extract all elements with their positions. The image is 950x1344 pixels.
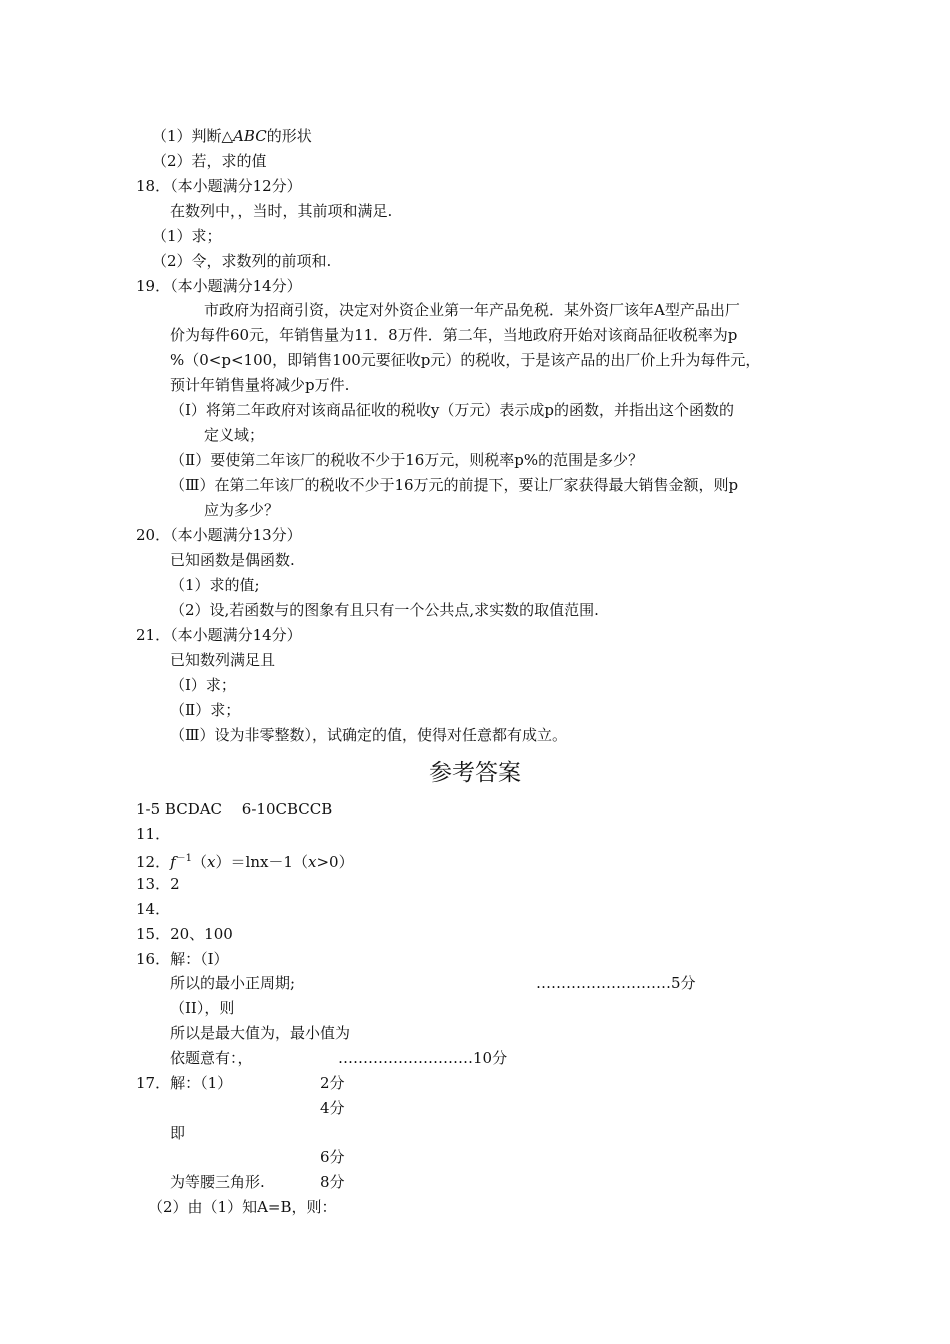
q21-line2: （Ⅰ）求； (170, 676, 236, 694)
q20-header: 20．（本小题满分13分） (136, 526, 302, 544)
q21-line1: 已知数列满足且 (170, 651, 276, 669)
answer-12: 12．$f^{-1}(x)=\ln x-1(x>0)$ (136, 853, 354, 871)
answer-17-score4: 8分 (320, 1173, 345, 1191)
q19-part3-cont: 应为多少？ (204, 501, 280, 519)
answer-16-line1: 所以的最小正周期; (170, 974, 296, 992)
q19-line2: 价为每件60元，年销售量为11．8万件．第二年，当地政府开始对该商品征收税率为p (170, 326, 738, 344)
answer-17-line6: （2）由（1）知A=B，则： (148, 1198, 337, 1216)
q18-line1: 在数列中，，当时，其前项和满足. (170, 202, 393, 220)
q21-line4: （Ⅲ）设为非零整数），试确定的值，使得对任意都有成立。 (170, 726, 567, 744)
answer-16-header: 16．解：（I） (136, 950, 229, 968)
answer-16-score2: ………………………10分 (338, 1049, 508, 1067)
q19-part3: （Ⅲ）在第二年该厂的税收不少于16万元的前提下，要让厂家获得最大销售金额，则p (170, 476, 739, 494)
q17-part2: （2）若，求的值 (152, 152, 267, 170)
answer-17-line5: 为等腰三角形. (170, 1173, 265, 1191)
answer-1-10: 1-5 BCDAC 6-10CBCCB (136, 800, 333, 818)
answer-17-line3: 即 (170, 1124, 186, 1142)
q19-part1-cont: 定义域； (204, 426, 265, 444)
answer-17-header: 17．解：（1） (136, 1074, 233, 1092)
q20-line1: 已知函数是偶函数. (170, 551, 295, 569)
q18-line3: （2）令，求数列的前项和. (152, 252, 332, 270)
q21-line3: （Ⅱ）求； (170, 701, 241, 719)
q19-part2: （Ⅱ）要使第二年该厂的税收不少于16万元，则税率p%的范围是多少？ (170, 451, 644, 469)
answer-17-score3: 6分 (320, 1148, 345, 1166)
q18-header: 18．（本小题满分12分） (136, 177, 302, 195)
q19-line3: %（0<p<100，即销售100元要征收p元）的税收，于是该产品的出厂价上升为每件元， (170, 351, 761, 369)
answer-13: 13．2 (136, 875, 180, 893)
answer-16-line2: （II），则 (170, 999, 235, 1017)
q20-line3: （2）设,若函数与的图象有且只有一个公共点,求实数的取值范围. (170, 601, 599, 619)
answer-16-line3: 所以是最大值为，最小值为 (170, 1024, 351, 1042)
q19-part1: （Ⅰ）将第二年政府对该商品征收的税收y（万元）表示成p的函数，并指出这个函数的 (170, 401, 735, 419)
answer-15: 15．20、100 (136, 925, 233, 943)
answer-16-line4: 依题意有：， (170, 1049, 253, 1067)
answers-title: 参考答案 (429, 760, 521, 786)
q19-line4: 预计年销售量将减少p万件. (170, 376, 350, 394)
q20-line2: （1）求的值; (170, 576, 260, 594)
answer-14: 14． (136, 900, 171, 918)
q17-part1: （1）判断△ABC的形状 (152, 127, 312, 145)
answer-16-score1: ………………………5分 (536, 974, 696, 992)
q19-line1: 市政府为招商引资，决定对外资企业第一年产品免税．某外资厂该年A型产品出厂 (204, 301, 740, 319)
answer-11: 11． (136, 825, 171, 843)
q21-header: 21．（本小题满分14分） (136, 626, 302, 644)
answer-17-score2: 4分 (320, 1099, 345, 1117)
q18-line2: （1）求； (152, 227, 222, 245)
q19-header: 19．（本小题满分14分） (136, 277, 302, 295)
answer-17-score1: 2分 (320, 1074, 345, 1092)
